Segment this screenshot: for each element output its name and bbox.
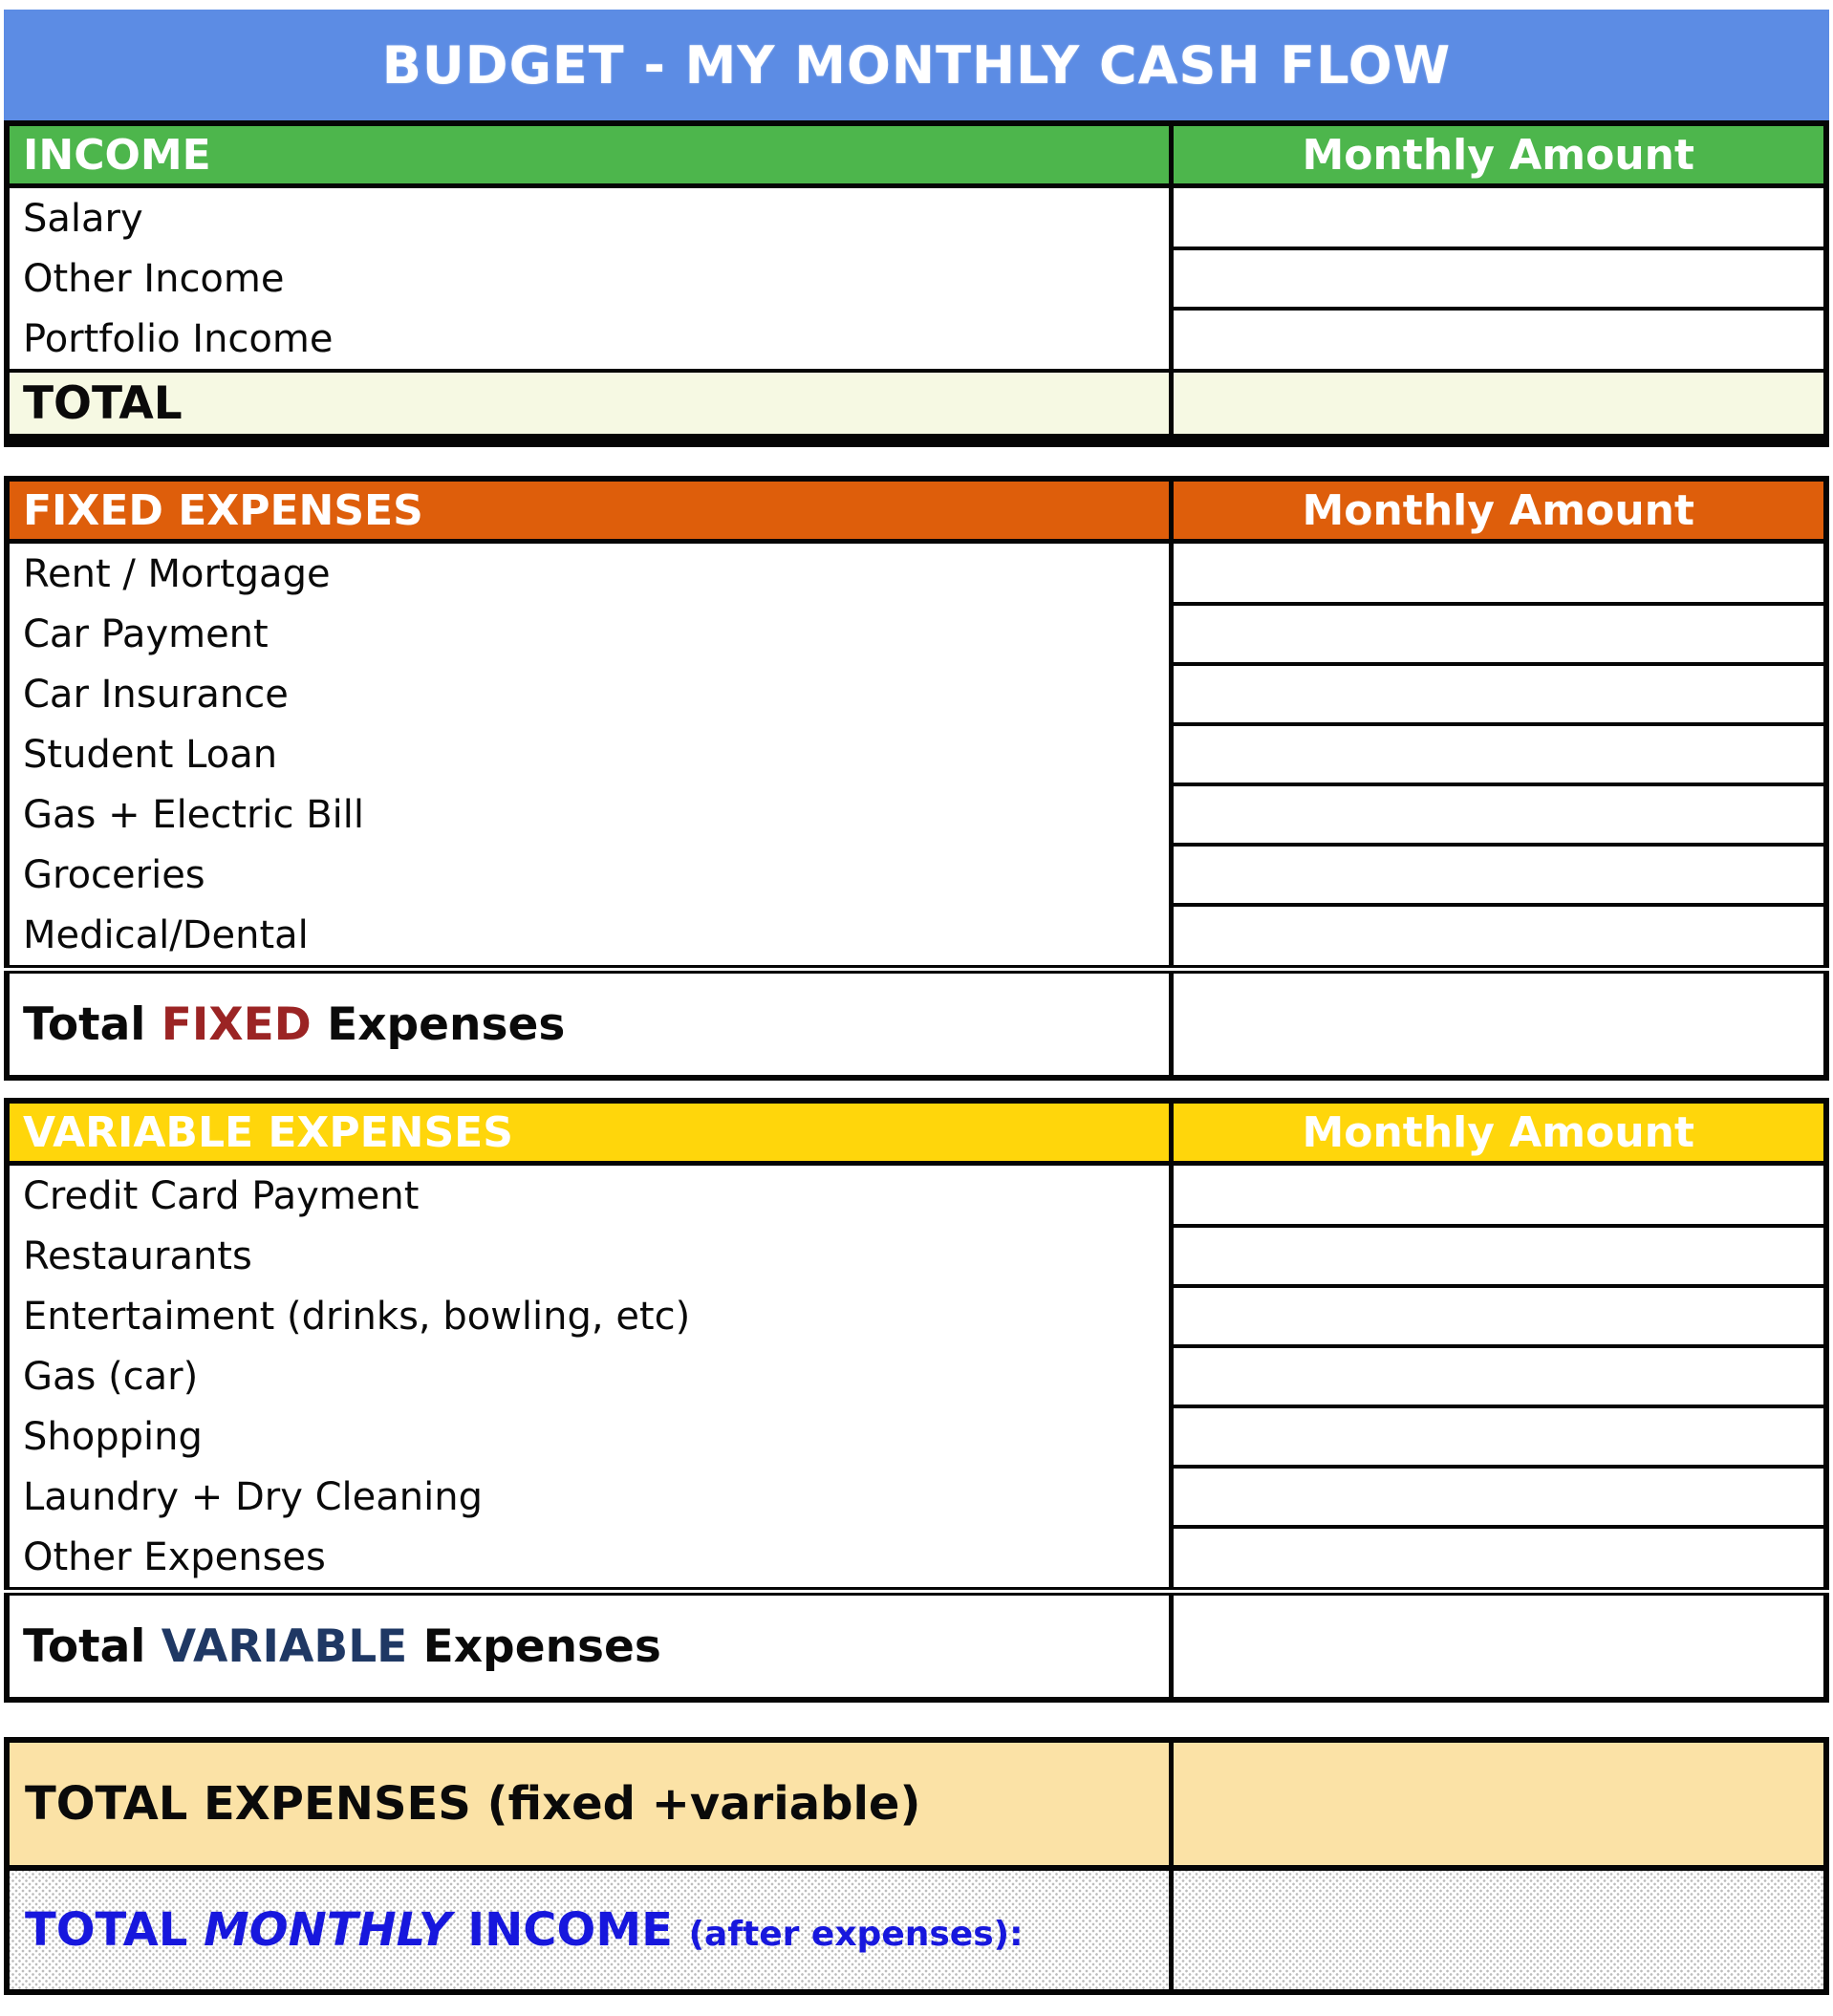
row-label-student-loan: Student Loan <box>23 732 278 777</box>
fixed-amount-header: Monthly Amount <box>1171 479 1826 542</box>
net-income-part4: (after expenses): <box>688 1915 1024 1954</box>
row-label-car-insurance: Car Insurance <box>23 672 289 717</box>
amount-cell-car-insurance[interactable] <box>1171 664 1826 724</box>
table-row <box>7 664 1826 724</box>
row-label-gas-car: Gas (car) <box>23 1354 199 1399</box>
variable-total-word: VARIABLE <box>161 1619 408 1673</box>
row-label-credit-card: Credit Card Payment <box>23 1173 420 1218</box>
variable-amount-header: Monthly Amount <box>1171 1101 1826 1164</box>
amount-cell-income-total[interactable] <box>1171 371 1826 440</box>
table-row <box>7 1406 1826 1467</box>
amount-cell-car-payment[interactable] <box>1171 604 1826 664</box>
variable-total-prefix: Total <box>23 1619 162 1673</box>
table-row <box>7 1226 1826 1286</box>
amount-cell-credit-card[interactable] <box>1171 1164 1826 1227</box>
table-row <box>7 604 1826 664</box>
row-label-shopping: Shopping <box>23 1414 203 1459</box>
row-label-salary: Salary <box>23 196 143 241</box>
budget-worksheet <box>0 10 1833 1995</box>
table-row <box>7 1527 1826 1592</box>
fixed-expenses-header: FIXED EXPENSES <box>7 479 1171 542</box>
row-label-restaurants: Restaurants <box>23 1233 252 1278</box>
income-header: INCOME <box>7 123 1171 186</box>
amount-cell-rent-mortgage[interactable] <box>1171 542 1826 605</box>
fixed-total-suffix: Expenses <box>311 997 566 1051</box>
amount-cell-other-income[interactable] <box>1171 248 1826 309</box>
total-expenses-section <box>4 1737 1829 1871</box>
table-row <box>7 542 1826 605</box>
table-row <box>7 1286 1826 1346</box>
table-row <box>7 905 1826 970</box>
net-income-part2: MONTHLY <box>204 1903 452 1957</box>
net-income-part1: TOTAL <box>25 1903 205 1957</box>
amount-cell-shopping[interactable] <box>1171 1406 1826 1467</box>
amount-cell-portfolio-income[interactable] <box>1171 309 1826 371</box>
fixed-expenses-section <box>4 476 1829 1081</box>
section-gap <box>0 1703 1833 1737</box>
row-label-medical-dental: Medical/Dental <box>23 912 309 957</box>
amount-cell-restaurants[interactable] <box>1171 1226 1826 1286</box>
income-total-label: TOTAL <box>7 371 1171 440</box>
amount-cell-gas-electric[interactable] <box>1171 784 1826 845</box>
total-expenses-row <box>7 1740 1826 1868</box>
total-expenses-label: TOTAL EXPENSES (fixed +variable) <box>7 1740 1171 1868</box>
row-label-car-payment: Car Payment <box>23 611 269 656</box>
table-row <box>7 309 1826 371</box>
table-row <box>7 1164 1826 1227</box>
row-label-portfolio-income: Portfolio Income <box>23 316 334 361</box>
income-total-row <box>7 371 1826 440</box>
row-label-other-expenses: Other Expenses <box>23 1534 326 1579</box>
table-row <box>7 1467 1826 1527</box>
section-gap <box>0 1081 1833 1098</box>
row-label-gas-electric: Gas + Electric Bill <box>23 792 365 837</box>
page-title: BUDGET - MY MONTHLY CASH FLOW <box>4 10 1829 120</box>
fixed-total-label <box>7 970 1171 1079</box>
amount-cell-student-loan[interactable] <box>1171 724 1826 784</box>
section-gap <box>0 447 1833 476</box>
variable-total-row <box>7 1592 1826 1701</box>
net-income-section <box>4 1871 1829 1995</box>
row-label-laundry: Laundry + Dry Cleaning <box>23 1474 483 1519</box>
fixed-total-word: FIXED <box>161 997 312 1051</box>
net-income-row <box>7 1871 1826 1992</box>
table-row <box>7 1346 1826 1406</box>
net-income-part3: INCOME <box>451 1903 689 1957</box>
amount-cell-net-income[interactable] <box>1171 1871 1826 1992</box>
variable-expenses-section <box>4 1098 1829 1703</box>
amount-cell-salary[interactable] <box>1171 186 1826 249</box>
amount-cell-entertainment[interactable] <box>1171 1286 1826 1346</box>
fixed-total-prefix: Total <box>23 997 162 1051</box>
table-row <box>7 845 1826 905</box>
fixed-total-row <box>7 970 1826 1079</box>
row-label-other-income: Other Income <box>23 256 285 301</box>
net-income-label <box>7 1871 1171 1992</box>
amount-cell-groceries[interactable] <box>1171 845 1826 905</box>
table-row <box>7 724 1826 784</box>
row-label-groceries: Groceries <box>23 852 205 897</box>
amount-cell-laundry[interactable] <box>1171 1467 1826 1527</box>
table-row <box>7 784 1826 845</box>
amount-cell-other-expenses[interactable] <box>1171 1527 1826 1592</box>
amount-cell-fixed-total[interactable] <box>1171 970 1826 1079</box>
income-section <box>4 120 1829 447</box>
variable-expenses-header: VARIABLE EXPENSES <box>7 1101 1171 1164</box>
amount-cell-medical-dental[interactable] <box>1171 905 1826 970</box>
amount-cell-variable-total[interactable] <box>1171 1592 1826 1701</box>
amount-cell-gas-car[interactable] <box>1171 1346 1826 1406</box>
table-row <box>7 186 1826 249</box>
variable-total-label <box>7 1592 1171 1701</box>
row-label-entertainment: Entertaiment (drinks, bowling, etc) <box>23 1294 691 1339</box>
row-label-rent-mortgage: Rent / Mortgage <box>23 551 331 596</box>
income-amount-header: Monthly Amount <box>1171 123 1826 186</box>
amount-cell-total-expenses[interactable] <box>1171 1740 1826 1868</box>
variable-total-suffix: Expenses <box>407 1619 661 1673</box>
table-row <box>7 248 1826 309</box>
